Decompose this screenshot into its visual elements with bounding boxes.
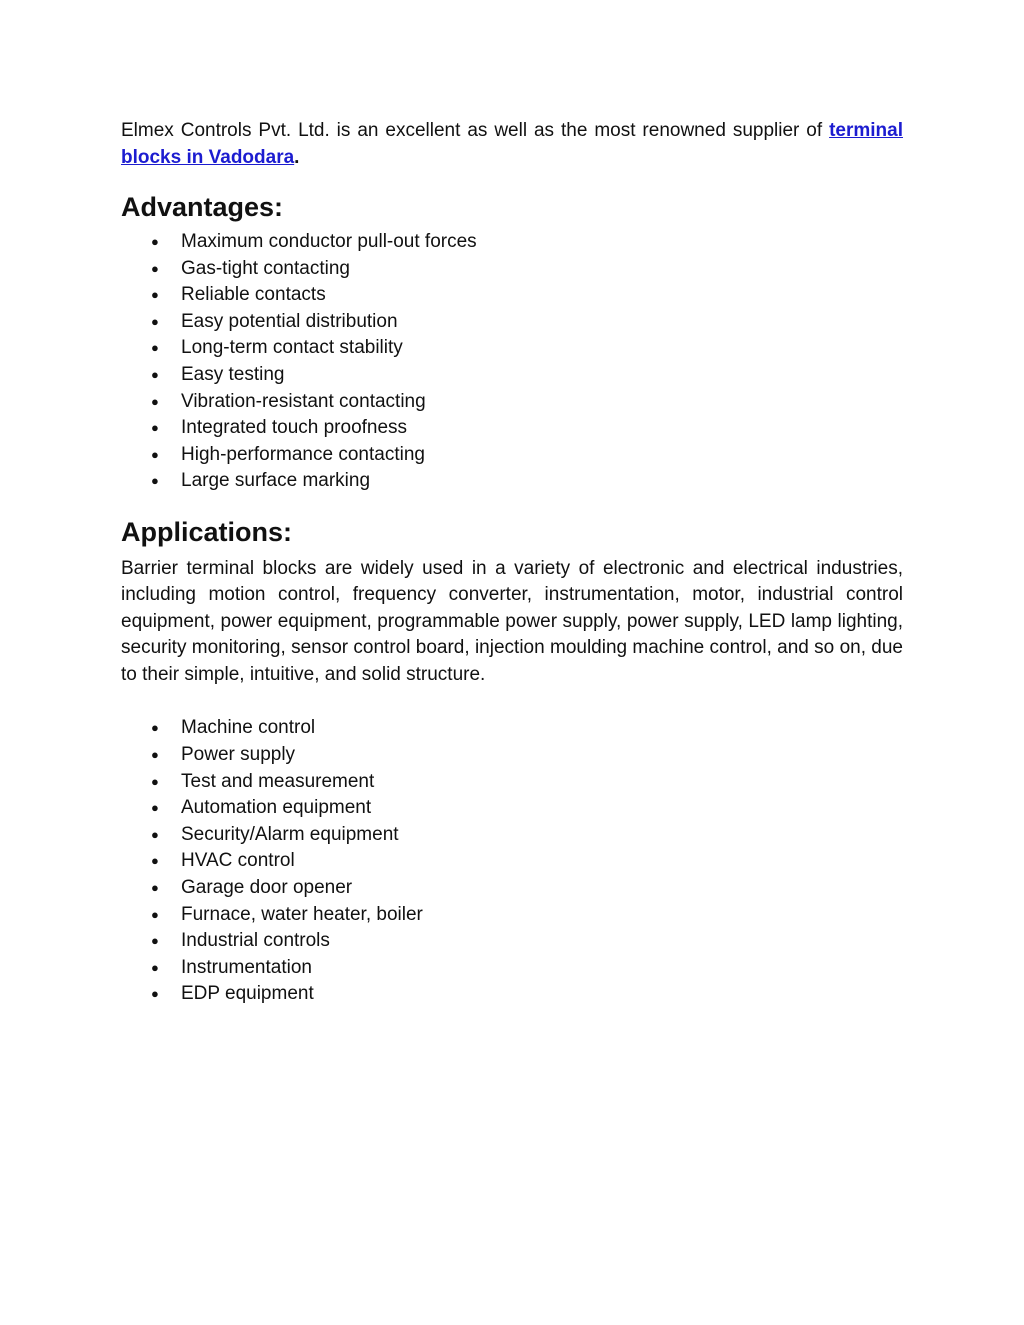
list-item-label: Large surface marking (181, 470, 371, 492)
bullet-icon: ● (151, 773, 159, 789)
list-item (121, 902, 903, 929)
list-item (121, 981, 903, 1008)
list-item-label: Power supply (181, 744, 296, 766)
bullet-icon: ● (151, 853, 159, 869)
bullet-icon: ● (151, 393, 159, 409)
list-item (121, 769, 903, 796)
advantages-heading: Advantages: (121, 192, 284, 222)
bullet-icon: ● (151, 420, 159, 436)
bullet-icon: ● (151, 473, 159, 489)
list-item-label: Maximum conductor pull-out forces (181, 231, 477, 252)
list-item (121, 256, 903, 283)
bullet-icon: ● (151, 260, 159, 276)
bullet-icon: ● (151, 880, 159, 895)
intro-period: . (294, 146, 300, 168)
list-item (121, 875, 903, 902)
applications-list (121, 715, 903, 1008)
bullet-icon: ● (151, 340, 159, 356)
list-item-label: Garage door opener (181, 877, 353, 898)
list-item-label: Integrated touch proofness (181, 417, 408, 439)
list-item-label: Test and measurement (181, 770, 375, 792)
bullet-icon: ● (151, 933, 159, 949)
list-item-label: Machine control (181, 717, 316, 739)
list-item-label: Vibration-resistant contacting (181, 390, 426, 412)
bullet-icon: ● (151, 959, 159, 975)
list-item-label: Industrial controls (181, 930, 330, 952)
bullet-icon: ● (151, 446, 159, 462)
list-item (121, 335, 903, 362)
list-item (121, 389, 903, 416)
list-item (121, 928, 903, 955)
applications-paragraph: Barrier terminal blocks are widely used in a variety of electronic and electrical industries, including motion control, frequency converter, instrumentation, motor, industrial control equipment, power equipment, programmable power supply, power supply, LED lamp lighting, security monitoring, sensor control board, injection moulding machine control, and so on, due to their simple, intuitive, and solid structure. (121, 557, 903, 685)
bullet-icon: ● (151, 287, 159, 303)
bullet-icon: ● (151, 313, 159, 329)
bullet-icon: ● (151, 906, 159, 922)
intro-text: Elmex Controls Pvt. Ltd. is an excellent as well as the most renowned supplier of (121, 120, 830, 141)
bullet-icon: ● (151, 826, 159, 842)
list-item (121, 362, 903, 389)
document-page (121, 118, 903, 1008)
list-item (121, 742, 903, 769)
list-item (121, 955, 903, 982)
list-item (121, 468, 903, 495)
list-item-label: Gas-tight contacting (181, 257, 350, 279)
list-item-label: Security/Alarm equipment (181, 823, 399, 845)
advantages-list (121, 229, 903, 495)
list-item (121, 282, 903, 309)
bullet-icon: ● (151, 234, 159, 249)
list-item-label: Automation equipment (181, 797, 372, 819)
applications-heading: Applications: (121, 516, 293, 547)
list-item (121, 795, 903, 822)
terminal-blocks-link[interactable]: terminal blocks in Vadodara (121, 120, 903, 168)
list-item (121, 848, 903, 875)
list-item-label: EDP equipment (181, 983, 314, 1005)
bullet-icon: ● (151, 747, 159, 763)
list-item (121, 229, 903, 256)
list-item-label: Long-term contact stability (181, 337, 403, 359)
list-item (121, 715, 903, 742)
list-item-label: Easy potential distribution (181, 310, 398, 332)
bullet-icon: ● (151, 366, 159, 382)
bullet-icon: ● (151, 800, 159, 816)
bullet-icon: ● (151, 720, 159, 736)
list-item-label: Easy testing (181, 363, 285, 385)
list-item-label: High-performance contacting (181, 443, 425, 465)
list-item-label: Furnace, water heater, boiler (181, 903, 423, 925)
intro-paragraph (121, 118, 903, 171)
list-item-label: HVAC control (181, 850, 295, 872)
list-item-label: Reliable contacts (181, 284, 326, 306)
list-item-label: Instrumentation (181, 956, 312, 978)
list-item (121, 415, 903, 442)
list-item (121, 822, 903, 849)
list-item (121, 442, 903, 469)
bullet-icon: ● (151, 986, 159, 1002)
list-item (121, 309, 903, 336)
